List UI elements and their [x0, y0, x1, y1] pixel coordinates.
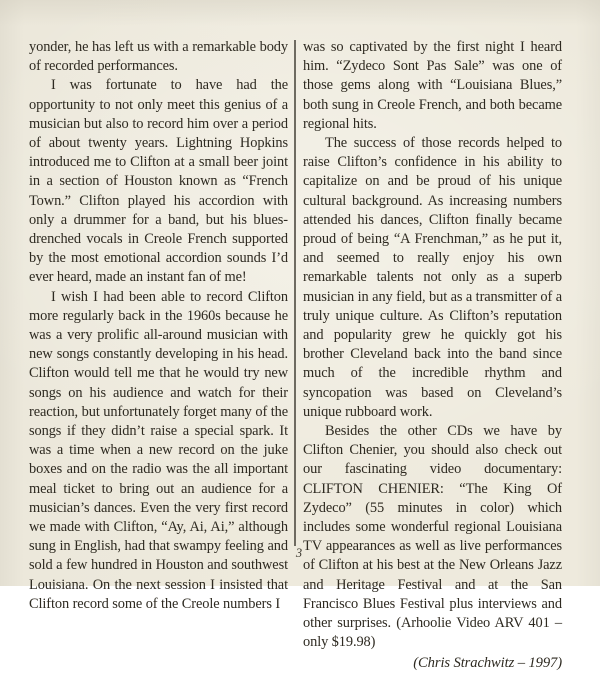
- author-signature: (Chris Strachwitz – 1997): [413, 654, 562, 671]
- paragraph: The success of those records helped to raise Clifton’s confidence in his ability to capitalize on and be proud of his unique cultural background. As increasing numbers attended his dances, Clifton finally became proud of being “A Frenchman,” as he put it, and seemed to really enjoy his own remarkable talents not only as a superb musician in any field, but as a transmitter of a truly unique culture. As Clifton’s reputation and popularity grew he quickly got his brother Cleveland back into the band since much of the incredible rhythm and syncopation was based on Cleveland’s unique rubboard work.: [303, 135, 562, 420]
- paragraph: I wish I had been able to record Clifton more regularly back in the 1960s because he was a very prolific all-around musician with new songs constantly developing in his head. Clifton would tell me that he would try new songs on his audience and watch for their reaction, but unfortunately forget many of the songs if they didn’t raise a special spark. It was a time when a new record on the juke boxes and on the radio was the all important meal ticket to bring out an audience for a musician’s dances. Even the very first record we made with Clifton, “Ay, Ai, Ai,” although sung in English, had that swampy feeling and sold a few hundred in Houston and southwest Louisiana. On the next session I insisted that Clifton record some of the Creole numbers I: [29, 288, 288, 612]
- text-columns: [29, 38, 566, 673]
- paragraph: yonder, he has left us with a remarkable body of recorded performances.: [29, 39, 288, 75]
- paragraph: was so captivated by the first night I heard him. “Zydeco Sont Pas Sale” was one of those gems along with “Louisiana Blues,” both sung in Creole French, and both became regional hits.: [303, 39, 562, 132]
- paragraph: Besides the other CDs we have by Clifton Chenier, you should also check out our fascinating video documentary: CLIFTON CHENIER: “The King Of Zydeco” (55 minutes in color) which includes some wonderful regional Louisiana TV appearances as well as live performances of Clifton at his best at the New Orleans Jazz and Heritage Festival and at the San Francisco Blues Festival plus interviews and other surprises. (Arhoolie Video ARV 401 – only $19.98): [303, 423, 562, 651]
- left-column: [29, 38, 288, 673]
- paragraph: I was fortunate to have had the opportunity to not only meet this genius of a musician but also to record him over a period of about twenty years. Lightning Hopkins introduced me to Clifton at a small beer joint in a section of Houston known as “French Town.” Clifton played his accordion with only a drummer for a band, but his blues-drenched vocals in Creole French supported by the most emotional accordion sounds I’d ever heard, made an instant fan of me!: [29, 77, 288, 286]
- page-number: 3: [295, 546, 303, 560]
- column-divider-rule: [294, 40, 296, 546]
- right-column: [303, 38, 562, 673]
